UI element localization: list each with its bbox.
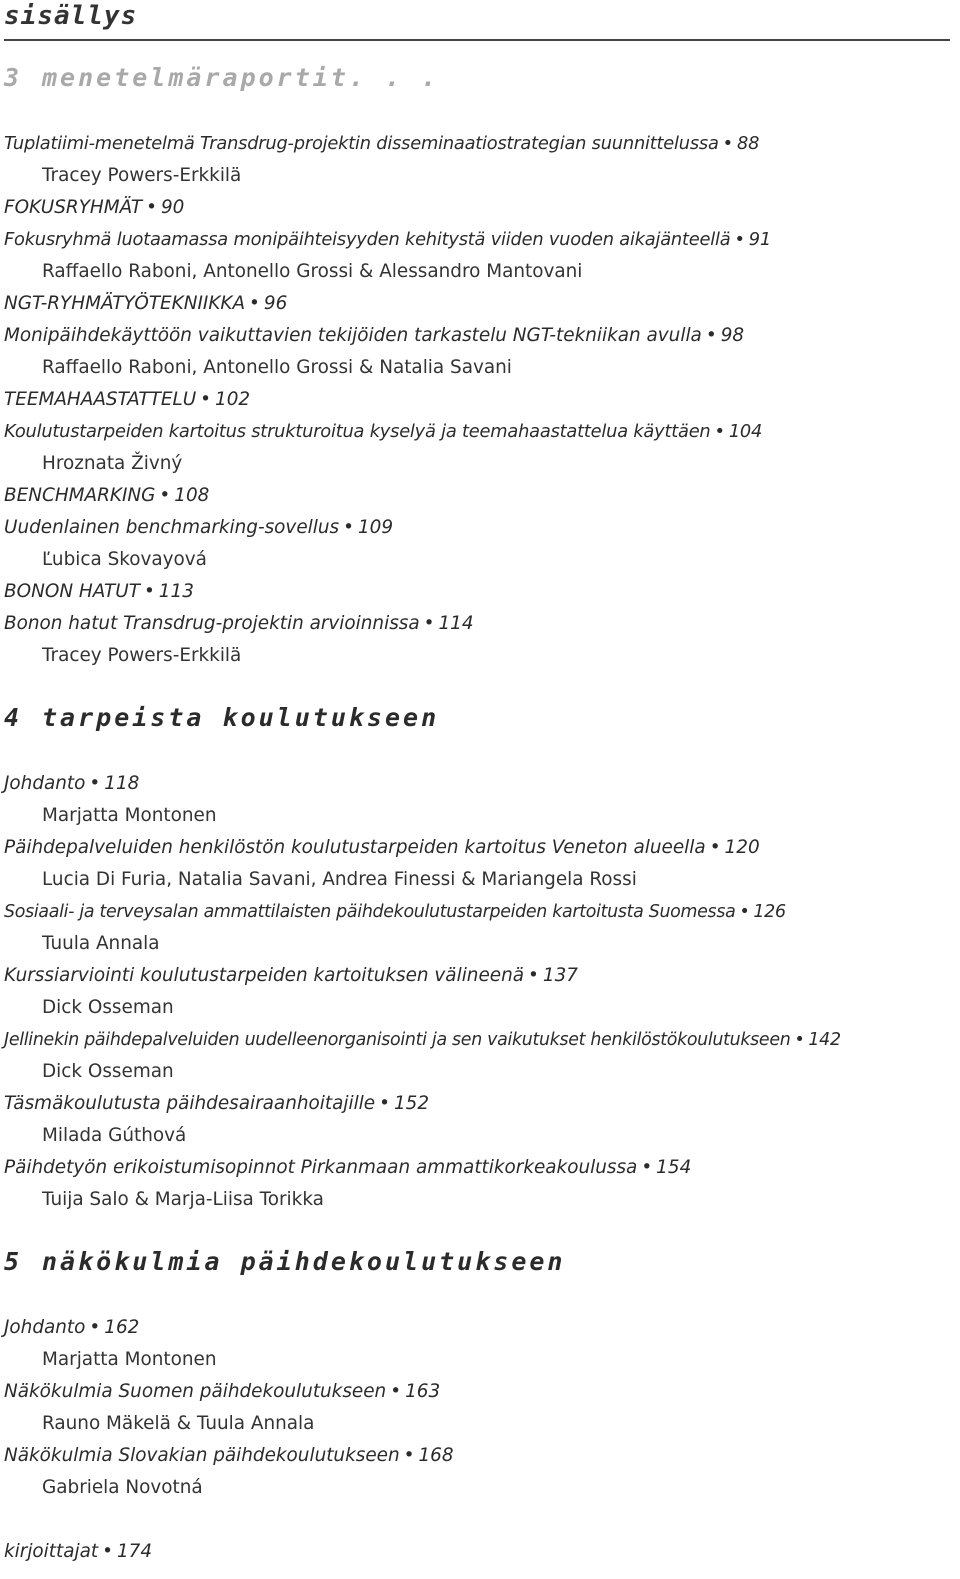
bullet-separator: •: [343, 517, 354, 538]
footer-entries: [0, 1536, 960, 1568]
bullet-separator: •: [641, 1157, 653, 1178]
entry-title: Uudenlainen benchmarking-sovellus: [4, 517, 340, 538]
toc-author: Tuija Salo & Marja-Liisa Torikka: [42, 1189, 324, 1210]
toc-entry: [0, 1152, 960, 1184]
section-heading-4: [4, 702, 439, 734]
toc-entry: [0, 192, 960, 224]
section-heading-3: [4, 62, 439, 94]
entry-title: kirjoittajat: [4, 1541, 99, 1562]
bullet-separator: •: [159, 485, 171, 506]
toc-author: Tracey Powers-Erkkilä: [42, 165, 242, 186]
toc-author: Raffaello Raboni, Antonello Grossi & Alessandro Mantovani: [42, 261, 583, 282]
entry-title: Päihdepalveluiden henkilöstön koulutustarpeiden kartoitus Veneton alueella: [4, 837, 706, 858]
toc-entry: [0, 1088, 960, 1120]
page-number: 114: [438, 613, 474, 634]
page-number: 109: [357, 517, 394, 538]
page-number: 90: [160, 197, 185, 218]
toc-entry: [0, 1440, 960, 1472]
toc-author: Dick Osseman: [42, 1061, 174, 1082]
page-number: 91: [748, 229, 771, 250]
section-number: 3: [4, 63, 23, 92]
entry-title: Päihdetyön erikoistumisopinnot Pirkanmaan ammattikorkeakoulussa: [4, 1157, 638, 1178]
toc-entry: [0, 960, 960, 992]
page-number: 102: [215, 389, 251, 410]
entry-title: Bonon hatut Transdrug-projektin arvioinnissa: [4, 613, 420, 634]
toc-entry: [0, 288, 960, 320]
page-number: 104: [728, 421, 763, 442]
toc-entry: [0, 896, 960, 928]
toc-entry: [0, 384, 960, 416]
bullet-separator: •: [714, 421, 725, 442]
page-number: 163: [405, 1381, 441, 1402]
bullet-separator: •: [89, 773, 101, 794]
toc-author: Marjatta Montonen: [42, 805, 217, 826]
entry-title: Tuplatiimi-menetelmä Transdrug-projektin disseminaatiostrategian suunnittelussa: [4, 133, 719, 154]
toc-entry: [0, 768, 960, 800]
bullet-separator: •: [722, 133, 733, 154]
toc-entry: [0, 512, 960, 544]
bullet-separator: •: [249, 293, 260, 314]
entry-title: BONON HATUT: [4, 581, 140, 602]
bullet-separator: •: [146, 197, 157, 218]
page-number: 152: [393, 1093, 430, 1114]
bullet-separator: •: [403, 1445, 415, 1466]
page-number: 174: [116, 1541, 153, 1562]
section-entries-5: [0, 1312, 960, 1504]
bullet-separator: •: [143, 581, 155, 602]
page-number: 98: [720, 325, 745, 346]
toc-author: Milada Gúthová: [42, 1125, 187, 1146]
bullet-separator: •: [734, 229, 745, 250]
page-number: 96: [263, 293, 288, 314]
page-number: 108: [174, 485, 210, 506]
toc-author: Lucia Di Furia, Natalia Savani, Andrea Finessi & Mariangela Rossi: [42, 869, 637, 890]
header-rule: [4, 39, 950, 41]
bullet-separator: •: [200, 389, 212, 410]
toc-author: Tracey Powers-Erkkilä: [42, 645, 242, 666]
toc-author: Ľubica Skovayová: [42, 549, 207, 570]
toc-author: Marjatta Montonen: [42, 1349, 217, 1370]
entry-title: TEEMAHAASTATTELU: [4, 389, 197, 410]
entry-title: Jellinekin päihdepalveluiden uudelleenorganisointi ja sen vaikutukset henkilöstökoulutukseen: [4, 1030, 791, 1050]
entry-title: FOKUSRYHMÄT: [4, 197, 143, 218]
toc-author: Raffaello Raboni, Antonello Grossi & Natalia Savani: [42, 357, 512, 378]
entry-title: Näkökulmia Slovakian päihdekoulutukseen: [4, 1445, 400, 1466]
footer-entry: [0, 1536, 960, 1568]
entry-title: Johdanto: [4, 773, 86, 794]
toc-entry: [0, 832, 960, 864]
page-number: 168: [418, 1445, 454, 1466]
bullet-separator: •: [89, 1317, 101, 1338]
page-number: 88: [736, 133, 760, 154]
page-number: 162: [104, 1317, 140, 1338]
section-number: 5: [4, 1247, 23, 1276]
section-heading-5: [4, 1246, 566, 1278]
entry-title: Sosiaali- ja terveysalan ammattilaisten päihdekoulutustarpeiden kartoitusta Suomessa: [4, 902, 736, 922]
bullet-separator: •: [705, 325, 717, 346]
bullet-separator: •: [423, 613, 435, 634]
toc-entry: [0, 576, 960, 608]
toc-entry: [0, 480, 960, 512]
bullet-separator: •: [528, 965, 539, 986]
page-number: 142: [808, 1030, 841, 1050]
toc-author: Gabriela Novotná: [42, 1477, 203, 1498]
entry-title: Johdanto: [4, 1317, 86, 1338]
section-entries-3: [0, 128, 960, 672]
page-title: sisällys: [4, 1, 138, 31]
entry-title: Fokusryhmä luotaamassa monipäihteisyyden kehitystä viiden vuoden aikajänteellä: [4, 229, 731, 250]
toc-entry: [0, 224, 960, 256]
toc-entry: [0, 608, 960, 640]
bullet-separator: •: [794, 1030, 805, 1050]
toc-author: Hroznata Živný: [42, 453, 183, 474]
entry-title: Täsmäkoulutusta päihdesairaanhoitajille: [4, 1093, 376, 1114]
section-title: näkökulmia päihdekoulutukseen: [42, 1247, 566, 1276]
entry-title: BENCHMARKING: [4, 485, 156, 506]
entry-title: Monipäihdekäyttöön vaikuttavien tekijöiden tarkastelu NGT-tekniikan avulla: [4, 325, 702, 346]
toc-entry: [0, 416, 960, 448]
toc-author: Tuula Annala: [42, 933, 160, 954]
page-number: 154: [656, 1157, 692, 1178]
toc-entry: [0, 1024, 960, 1056]
bullet-separator: •: [739, 902, 750, 922]
bullet-separator: •: [390, 1381, 402, 1402]
page-number: 120: [724, 837, 760, 858]
bullet-separator: •: [102, 1541, 113, 1562]
page-number: 137: [542, 965, 578, 986]
page-number: 113: [158, 581, 194, 602]
section-number: 4: [4, 703, 23, 732]
section-title: menetelmäraportit. . .: [42, 63, 440, 92]
entry-title: Koulutustarpeiden kartoitus strukturoitua kyselyä ja teemahaastattelua käyttäen: [4, 421, 711, 442]
toc-entry: [0, 1376, 960, 1408]
entry-title: Kurssiarviointi koulutustarpeiden kartoituksen välineenä: [4, 965, 525, 986]
section-title: tarpeista koulutukseen: [42, 703, 440, 732]
section-entries-4: [0, 768, 960, 1216]
entry-title: Näkökulmia Suomen päihdekoulutukseen: [4, 1381, 387, 1402]
toc-entry: [0, 128, 960, 160]
bullet-separator: •: [709, 837, 721, 858]
toc-author: Dick Osseman: [42, 997, 174, 1018]
page-number: 126: [753, 902, 786, 922]
toc-entry: [0, 320, 960, 352]
toc-entry: [0, 1312, 960, 1344]
entry-title: NGT-RYHMÄTYÖTEKNIIKKA: [4, 293, 246, 314]
page-number: 118: [104, 773, 140, 794]
bullet-separator: •: [379, 1093, 390, 1114]
toc-author: Rauno Mäkelä & Tuula Annala: [42, 1413, 315, 1434]
